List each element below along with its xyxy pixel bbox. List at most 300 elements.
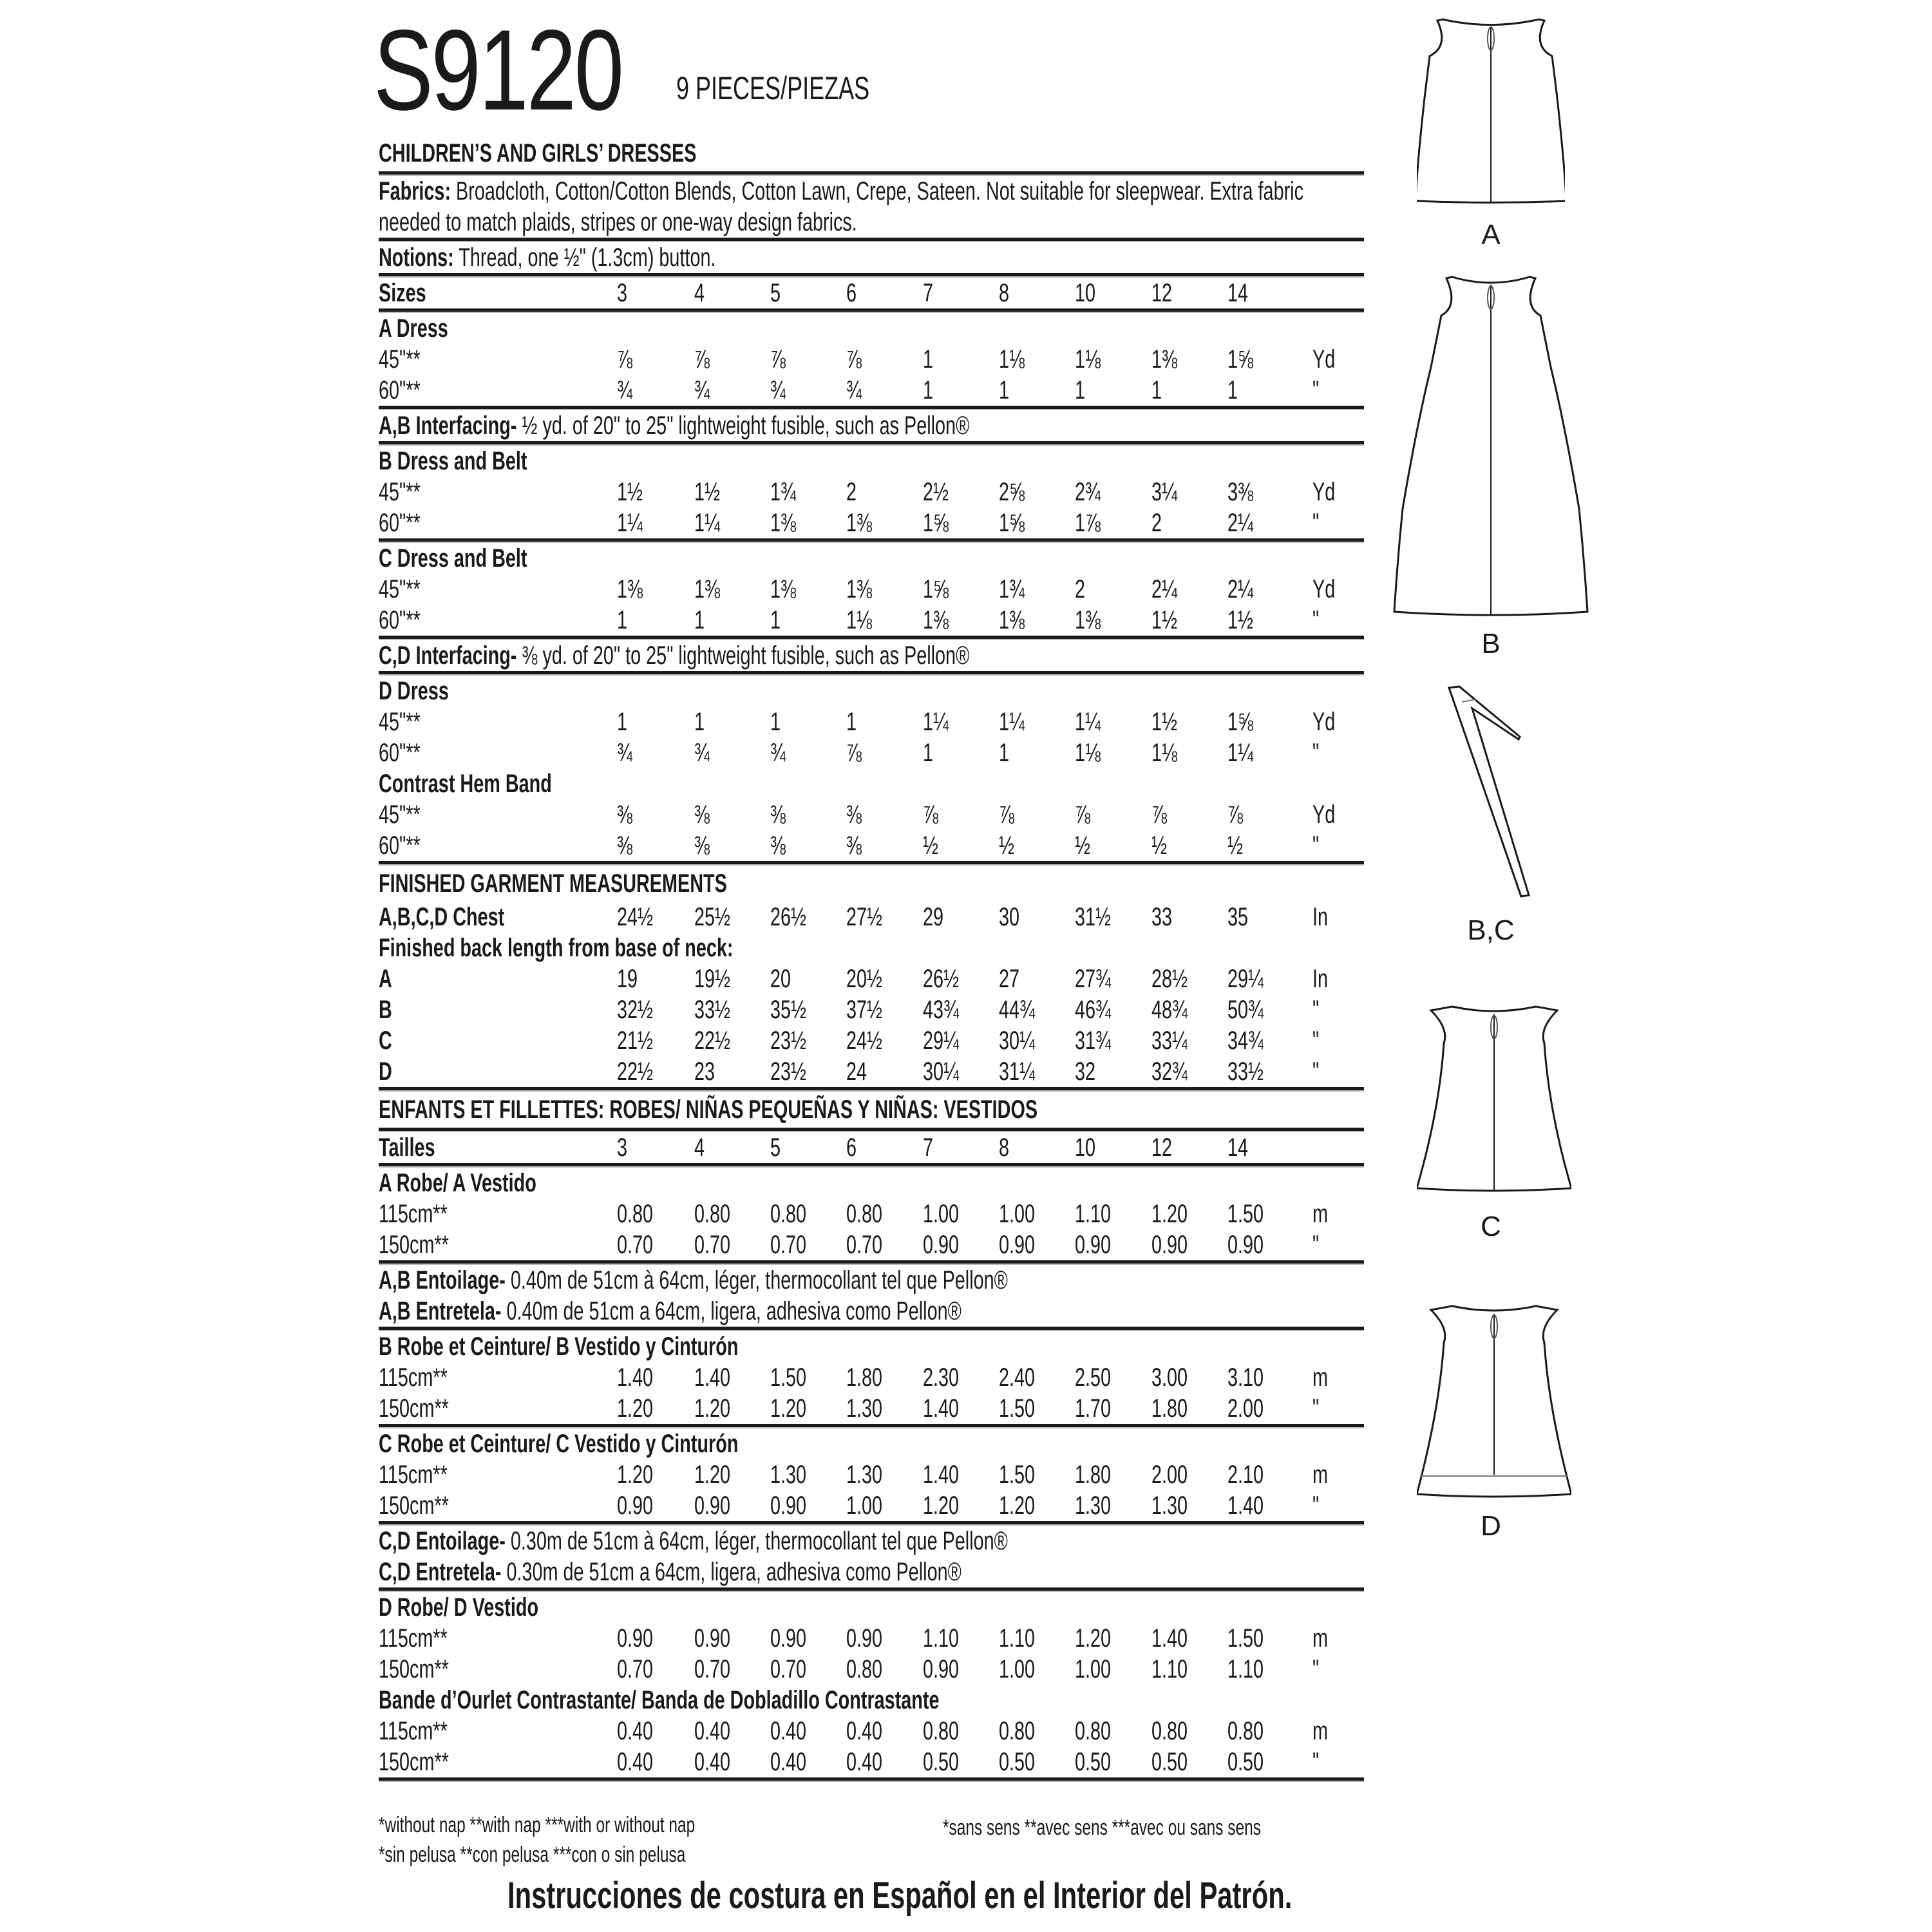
sizes-label: Tailles: [379, 1133, 435, 1162]
table-cell: 2¼: [1227, 509, 1254, 537]
table-cell: 33½: [694, 996, 731, 1024]
table-cell: 1.40: [1151, 1624, 1188, 1653]
table-cell: 1.40: [617, 1363, 654, 1392]
table-cell: 1: [923, 376, 934, 404]
table-cell: 1.40: [923, 1394, 960, 1423]
table-cell: ¾: [617, 739, 633, 767]
table-cell: 1⅜: [923, 606, 949, 634]
table-cell: 1¼: [1075, 708, 1101, 736]
size-header: 4: [694, 279, 705, 307]
hem-band-title: [379, 768, 1364, 799]
pattern-envelope-back: [379, 135, 1364, 1782]
group-title: D Dress: [379, 677, 449, 705]
table-cell: ⅜: [846, 831, 862, 860]
table-cell: 1¼: [999, 708, 1025, 736]
fabrics-text: Broadcloth, Cotton/Cotton Blends, Cotton Lawn, Crepe, Sateen. Not suitable for sleepwear. Extra fabric needed to match plaids, stripes or one-way design fabrics.: [379, 177, 1303, 236]
table-cell: 1⅜: [770, 509, 797, 537]
unit: Yd: [1312, 800, 1336, 829]
table-cell: 2.40: [999, 1363, 1036, 1392]
table-cell: 29: [923, 903, 944, 931]
size-header: 3: [617, 1133, 628, 1162]
table-cell: 1: [770, 606, 781, 634]
table-cell: ⅜: [694, 831, 710, 860]
table-cell: 1¼: [694, 509, 721, 537]
table-cell: 1¾: [770, 478, 797, 506]
divider: [379, 1087, 1364, 1092]
table-cell: ⅞: [846, 739, 862, 767]
table-cell: 1½: [1151, 708, 1178, 736]
size-header: 8: [999, 279, 1010, 307]
table-cell: 1⅜: [694, 575, 721, 603]
table-cell: 2⅝: [999, 478, 1025, 506]
table-cell: ¾: [694, 376, 710, 404]
size-header: 3: [617, 279, 628, 307]
unit: ": [1312, 1748, 1320, 1776]
table-cell: ⅞: [694, 345, 710, 374]
table-cell: 0.40: [694, 1717, 731, 1745]
back-length-title: [379, 933, 1364, 963]
table-cell: 1: [1075, 376, 1086, 404]
view-label-d: D: [1481, 1510, 1501, 1542]
table-cell: 0.90: [1151, 1231, 1188, 1259]
a-robe-title: [379, 1168, 1364, 1198]
b-robe-row: [379, 1362, 1364, 1393]
divider: [379, 1260, 1364, 1265]
table-cell: ¾: [770, 739, 786, 767]
table-cell: 0.50: [1227, 1748, 1264, 1776]
table-cell: 24½: [617, 903, 654, 931]
row-label: A,B,C,D Chest: [379, 903, 505, 931]
divider: [379, 406, 1364, 410]
row-text: ⅜ yd. of 20" to 25" lightweight fusible, such as Pellon®: [522, 641, 970, 670]
table-cell: 0.90: [617, 1492, 654, 1520]
row-label: 60"**: [379, 739, 421, 767]
table-cell: 0.70: [846, 1231, 883, 1259]
a-dress-title: [379, 313, 1364, 344]
table-cell: 1⅝: [923, 575, 949, 603]
a-robe-row: [379, 1198, 1364, 1229]
table-cell: 0.90: [923, 1231, 960, 1259]
divider: [379, 308, 1364, 313]
table-cell: 23½: [770, 1027, 807, 1055]
table-cell: 2.50: [1075, 1363, 1112, 1392]
ab-entoilage: [379, 1265, 1364, 1296]
divider: [379, 538, 1364, 543]
size-header: 10: [1075, 1133, 1096, 1162]
table-cell: ½: [1075, 831, 1091, 860]
pattern-title: CHILDREN’S AND GIRLS’ DRESSES: [379, 139, 697, 167]
table-cell: 26½: [923, 965, 960, 993]
unit: m: [1312, 1717, 1328, 1745]
d-robe-title: [379, 1592, 1364, 1623]
row-label: 45"**: [379, 345, 421, 374]
table-cell: ⅞: [1075, 800, 1091, 829]
table-cell: 23½: [770, 1057, 807, 1086]
piece-count: 9 PIECES/PIEZAS: [676, 70, 870, 106]
bande-title: [379, 1685, 1364, 1716]
table-cell: 0.90: [770, 1492, 807, 1520]
divider: [379, 171, 1364, 176]
table-cell: 1.00: [923, 1200, 960, 1228]
back-length-label: Finished back length from base of neck:: [379, 934, 734, 962]
row-label: C,D Interfacing-: [379, 641, 517, 670]
table-cell: 0.80: [999, 1717, 1036, 1745]
table-cell: 27¾: [1075, 965, 1112, 993]
fabrics: [379, 176, 1352, 238]
group-title: A Dress: [379, 314, 448, 343]
group-title: B Robe et Ceinture/ B Vestido y Cinturón: [379, 1332, 739, 1361]
table-cell: 0.40: [617, 1748, 654, 1776]
d-dress-title: [379, 676, 1364, 706]
table-cell: 23: [694, 1057, 715, 1086]
row-label: 60"**: [379, 606, 421, 634]
divider: [379, 1163, 1364, 1168]
table-cell: 1: [999, 739, 1010, 767]
size-header: 7: [923, 279, 934, 307]
table-cell: 0.90: [694, 1492, 731, 1520]
view-label-b: B: [1481, 628, 1501, 659]
table-cell: ⅜: [770, 831, 786, 860]
size-header: 6: [846, 279, 857, 307]
table-cell: 28½: [1151, 965, 1188, 993]
group-title: C Robe et Ceinture/ C Vestido y Cinturón: [379, 1430, 739, 1458]
table-cell: 22½: [694, 1027, 731, 1055]
table-cell: 1: [923, 739, 934, 767]
table-cell: 1.10: [923, 1624, 960, 1653]
unit: m: [1312, 1461, 1328, 1489]
table-cell: ⅞: [1151, 800, 1168, 829]
table-cell: 2.10: [1227, 1461, 1264, 1489]
table-cell: 0.90: [846, 1624, 883, 1653]
row-label: A,B Entretela-: [379, 1297, 502, 1325]
table-cell: 43¾: [923, 996, 960, 1024]
table-cell: 27½: [846, 903, 883, 931]
unit: ": [1312, 831, 1320, 860]
c-robe-title: [379, 1428, 1364, 1459]
table-cell: 1.20: [923, 1492, 960, 1520]
d-robe-row: [379, 1654, 1364, 1685]
row-label: A,B Interfacing-: [379, 412, 517, 440]
table-cell: 0.40: [694, 1748, 731, 1776]
table-cell: 1.50: [770, 1363, 807, 1392]
row-label: C: [379, 1027, 392, 1055]
back-length-row: [379, 994, 1364, 1025]
unit: ": [1312, 996, 1320, 1024]
row-label: C,D Entoilage-: [379, 1527, 506, 1555]
size-header: 8: [999, 1133, 1010, 1162]
divider: [379, 441, 1364, 446]
table-cell: 33: [1151, 903, 1173, 931]
table-cell: 35: [1227, 903, 1249, 931]
divider: [379, 1777, 1364, 1782]
table-cell: 24½: [846, 1027, 883, 1055]
table-cell: 2: [846, 478, 857, 506]
table-cell: 1.00: [999, 1200, 1036, 1228]
dress-c-illustration: [1417, 995, 1571, 1201]
sizes-label: Sizes: [379, 279, 426, 307]
row-text: 0.30m de 51cm à 64cm, léger, thermocollant tel que Pellon®: [510, 1527, 1008, 1555]
row-label: 45"**: [379, 575, 421, 603]
b-dress-row: [379, 507, 1364, 538]
view-label-c: C: [1481, 1211, 1501, 1242]
table-cell: 0.70: [617, 1655, 654, 1683]
row-label: Notions:: [379, 243, 454, 272]
table-cell: 2¼: [1227, 575, 1254, 603]
table-cell: 1.40: [694, 1363, 731, 1392]
unit: ": [1312, 739, 1320, 767]
table-cell: 2¾: [1075, 478, 1101, 506]
c-dress-row: [379, 574, 1364, 605]
table-cell: 0.70: [617, 1231, 654, 1259]
table-cell: 1.50: [1227, 1200, 1264, 1228]
table-cell: ⅞: [999, 800, 1015, 829]
table-cell: ½: [1227, 831, 1244, 860]
table-cell: 1⅜: [999, 606, 1025, 634]
size-header: 4: [694, 1133, 705, 1162]
divider: [379, 1327, 1364, 1331]
table-cell: 31½: [1075, 903, 1112, 931]
table-cell: 1½: [1227, 606, 1254, 634]
table-cell: ¾: [694, 739, 710, 767]
size-header: 5: [770, 1133, 781, 1162]
table-cell: 1.00: [999, 1655, 1036, 1683]
table-cell: 1½: [694, 478, 721, 506]
table-cell: 1.20: [694, 1394, 731, 1423]
unit: ": [1312, 1394, 1320, 1423]
size-header: 14: [1227, 279, 1249, 307]
table-cell: 24: [846, 1057, 867, 1086]
size-header: 6: [846, 1133, 857, 1162]
c-dress-row: [379, 605, 1364, 636]
ab-entretela: [379, 1296, 1364, 1327]
table-cell: 1.30: [1075, 1492, 1112, 1520]
table-cell: 1⅜: [1151, 345, 1178, 374]
divider: [379, 671, 1364, 676]
table-cell: 30¼: [923, 1057, 960, 1086]
table-cell: 25½: [694, 903, 731, 931]
table-cell: 50¾: [1227, 996, 1264, 1024]
table-cell: 32: [1075, 1057, 1096, 1086]
back-length-row: [379, 963, 1364, 994]
unit: ": [1312, 1027, 1320, 1055]
table-cell: 0.90: [999, 1231, 1036, 1259]
row-label: 150cm**: [379, 1394, 449, 1423]
table-cell: 1.10: [1075, 1200, 1112, 1228]
b-robe-title: [379, 1331, 1364, 1362]
measurements-title: FINISHED GARMENT MEASUREMENTS: [379, 869, 727, 898]
row-label: B: [379, 996, 392, 1024]
divider: [379, 636, 1364, 640]
dress-d-illustration: [1417, 1294, 1571, 1507]
unit: In: [1312, 903, 1329, 931]
table-cell: 0.80: [846, 1655, 883, 1683]
table-cell: 21½: [617, 1027, 654, 1055]
table-cell: 19½: [694, 965, 731, 993]
table-cell: 1.20: [770, 1394, 807, 1423]
table-cell: 20½: [846, 965, 883, 993]
table-cell: ⅜: [617, 800, 633, 829]
table-cell: 1⅝: [1227, 345, 1254, 374]
table-cell: 32¾: [1151, 1057, 1188, 1086]
table-cell: 44¾: [999, 996, 1036, 1024]
table-cell: 1.20: [1151, 1200, 1188, 1228]
table-cell: 0.90: [1227, 1231, 1264, 1259]
hem-band-row: [379, 830, 1364, 861]
table-cell: ⅜: [694, 800, 710, 829]
row-label: 150cm**: [379, 1748, 449, 1776]
table-cell: 1.50: [999, 1394, 1036, 1423]
table-cell: 0.40: [617, 1717, 654, 1745]
unit: Yd: [1312, 708, 1336, 736]
notions: [379, 242, 1364, 273]
table-cell: 1.30: [846, 1461, 883, 1489]
chest-row: [379, 902, 1364, 933]
table-cell: ½: [999, 831, 1015, 860]
size-header: 12: [1151, 279, 1173, 307]
a-robe-row: [379, 1229, 1364, 1260]
table-cell: ⅞: [923, 800, 939, 829]
table-cell: 2: [1151, 509, 1162, 537]
table-cell: 1.00: [1075, 1655, 1112, 1683]
table-cell: 1.30: [770, 1461, 807, 1489]
b-robe-row: [379, 1393, 1364, 1424]
b-dress-title: [379, 446, 1364, 477]
table-cell: 1.20: [617, 1461, 654, 1489]
dress-a-illustration: [1417, 8, 1565, 214]
table-cell: 0.50: [1075, 1748, 1112, 1776]
group-title: C Dress and Belt: [379, 544, 527, 573]
table-cell: 1: [1227, 376, 1238, 404]
table-cell: 0.70: [770, 1655, 807, 1683]
table-cell: 46¾: [1075, 996, 1112, 1024]
table-cell: 33¼: [1151, 1027, 1188, 1055]
table-cell: 2: [1075, 575, 1086, 603]
table-cell: ½: [1151, 831, 1168, 860]
table-cell: 1¾: [999, 575, 1025, 603]
table-cell: 26½: [770, 903, 807, 931]
divider: [379, 1424, 1364, 1428]
table-cell: 19: [617, 965, 638, 993]
size-header: 7: [923, 1133, 934, 1162]
unit: Yd: [1312, 575, 1336, 603]
table-cell: 1.20: [1075, 1624, 1112, 1653]
table-cell: 0.40: [770, 1717, 807, 1745]
table-cell: 1.20: [999, 1492, 1036, 1520]
b-dress-row: [379, 477, 1364, 507]
table-cell: 1: [770, 708, 781, 736]
row-label: 60"**: [379, 831, 421, 860]
table-cell: 35½: [770, 996, 807, 1024]
table-cell: 37½: [846, 996, 883, 1024]
group-title: B Dress and Belt: [379, 447, 527, 475]
table-cell: 1: [846, 708, 857, 736]
unit: m: [1312, 1624, 1328, 1653]
table-cell: 31¼: [999, 1057, 1036, 1086]
unit: ": [1312, 1492, 1320, 1520]
row-label: A: [379, 965, 392, 993]
row-label: 60"**: [379, 509, 421, 537]
row-text: 0.40m de 51cm a 64cm, ligera, adhesiva como Pellon®: [506, 1297, 961, 1325]
table-cell: 1½: [1151, 606, 1178, 634]
table-cell: 0.80: [1075, 1717, 1112, 1745]
table-cell: 0.70: [770, 1231, 807, 1259]
table-cell: 32½: [617, 996, 654, 1024]
table-cell: 0.40: [770, 1748, 807, 1776]
table-cell: 1¼: [923, 708, 949, 736]
table-cell: 0.40: [846, 1748, 883, 1776]
size-header: 12: [1151, 1133, 1173, 1162]
table-cell: 27: [999, 965, 1020, 993]
row-label: 45"**: [379, 800, 421, 829]
c-robe-row: [379, 1490, 1364, 1521]
table-cell: 1⅞: [1075, 509, 1101, 537]
table-cell: 0.80: [694, 1200, 731, 1228]
table-cell: 1⅜: [770, 575, 797, 603]
divider: [379, 1521, 1364, 1526]
table-cell: 1⅜: [846, 509, 873, 537]
size-header: 10: [1075, 279, 1096, 307]
table-cell: ⅞: [846, 345, 862, 374]
table-cell: ⅞: [617, 345, 633, 374]
table-cell: ⅜: [770, 800, 786, 829]
unit: In: [1312, 965, 1329, 993]
row-label: 115cm**: [379, 1461, 448, 1489]
table-cell: 33½: [1227, 1057, 1264, 1086]
table-cell: 1.80: [846, 1363, 883, 1392]
table-cell: ⅞: [770, 345, 786, 374]
group-title: Bande d’Ourlet Contrastante/ Banda de Dobladillo Contrastante: [379, 1686, 940, 1714]
row-text: 0.40m de 51cm à 64cm, léger, thermocollant tel que Pellon®: [510, 1266, 1008, 1294]
table-cell: ⅜: [846, 800, 862, 829]
table-cell: 1.30: [846, 1394, 883, 1423]
table-cell: 2¼: [1151, 575, 1178, 603]
table-cell: 0.50: [1151, 1748, 1188, 1776]
table-cell: 29¼: [1227, 965, 1264, 993]
table-cell: 1½: [617, 478, 643, 506]
unit: ": [1312, 606, 1320, 634]
bande-row: [379, 1716, 1364, 1747]
dress-b-illustration: [1391, 264, 1591, 625]
bande-row: [379, 1747, 1364, 1777]
divider: [379, 1587, 1364, 1592]
back-length-row: [379, 1025, 1364, 1056]
divider: [379, 238, 1364, 242]
table-cell: 0.80: [770, 1200, 807, 1228]
table-cell: 2.00: [1227, 1394, 1264, 1423]
table-cell: 1¼: [1227, 739, 1254, 767]
unit: ": [1312, 1231, 1320, 1259]
table-cell: 3.10: [1227, 1363, 1264, 1392]
unit: ": [1312, 1057, 1320, 1086]
table-cell: 3.00: [1151, 1363, 1188, 1392]
table-cell: 0.90: [1075, 1231, 1112, 1259]
table-cell: 0.90: [694, 1624, 731, 1653]
table-cell: 1.00: [846, 1492, 883, 1520]
unit: ": [1312, 1655, 1320, 1683]
row-text: 0.30m de 51cm a 64cm, ligera, adhesiva como Pellon®: [506, 1558, 961, 1586]
view-label-a: A: [1481, 219, 1501, 251]
table-cell: 1: [694, 708, 705, 736]
a-dress-row: [379, 344, 1364, 375]
table-cell: 1.10: [999, 1624, 1036, 1653]
table-cell: 1.10: [1227, 1655, 1264, 1683]
unit: Yd: [1312, 478, 1336, 506]
cd-entretela: [379, 1557, 1364, 1587]
tailles-row: [379, 1132, 1364, 1163]
divider: [379, 273, 1364, 278]
metric-title: ENFANTS ET FILLETTES: ROBES/ NIÑAS PEQUEÑAS Y NIÑAS: VESTIDOS: [379, 1095, 1038, 1124]
row-label: 115cm**: [379, 1717, 448, 1745]
